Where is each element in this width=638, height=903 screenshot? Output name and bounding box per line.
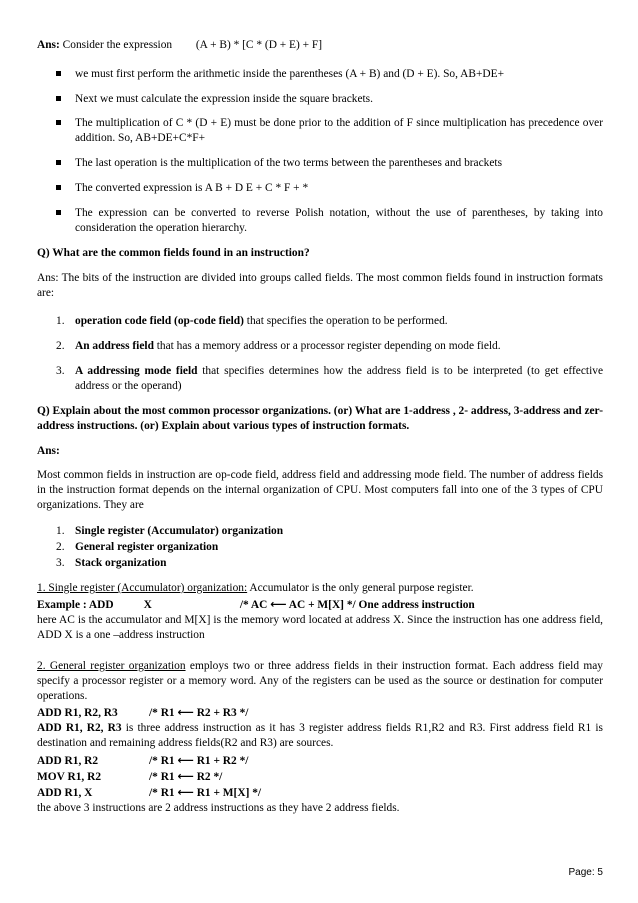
instruction-example: ADD R1, R2 /* R1 ⟵ R1 + R2 */ [37, 753, 249, 767]
numbered-item: 2. General register organization [56, 541, 219, 553]
page-number: Page: 5 [568, 867, 603, 878]
answer-paragraph: Most common fields in instruction are op-code field, address field and addressing mode field. The number of address fields in the instruction format depends on the internal organization of CPU. Most computers fall into one of the 3 types of CPU organizations. They are [37, 469, 603, 511]
question-heading: Q) What are the common fields found in an instruction? [37, 247, 310, 259]
left-arrow-icon: ⟵ [177, 785, 194, 799]
instruction-example: Example : ADD X /* AC ⟵ AC + M[X] */ One address instruction [37, 597, 475, 611]
left-arrow-icon: ⟵ [177, 705, 194, 719]
answer-paragraph: here AC is the accumulator and M[X] is the memory word located at address X. Since the instruction has one address field, ADD X is a one –address instruction [37, 614, 603, 641]
numbered-item: 1. operation code field (op-code field) that specifies the operation to be performed. [56, 315, 448, 327]
instruction-example: ADD R1, R2, R3 /* R1 ⟵ R2 + R3 */ [37, 705, 249, 719]
square-bullet-icon [56, 120, 61, 125]
bullet-item: Next we must calculate the expression inside the square brackets. [56, 92, 603, 107]
instruction-example: ADD R1, X /* R1 ⟵ R1 + M[X] */ [37, 785, 262, 799]
left-arrow-icon: ⟵ [270, 597, 287, 611]
square-bullet-icon [56, 210, 61, 215]
bullet-item: The converted expression is A B + D E + C * F + * [56, 181, 603, 196]
square-bullet-icon [56, 96, 61, 101]
square-bullet-icon [56, 160, 61, 165]
bullet-item: The multiplication of C * (D + E) must be done prior to the addition of F since multiplication has precedence over addition. So, AB+DE+C*F+ [56, 116, 603, 146]
bullet-item: The expression can be converted to reverse Polish notation, without the use of parentheses, by taking into consideration the operation hierarchy. [56, 206, 603, 236]
numbered-item: 3. A addressing mode field that specifies determines how the address field is to be interpreted (to get effective address or the operand) [56, 365, 604, 392]
general-register-section: 2. General register organization employs two or three address fields in their instruction format. Each address field may specify a processor register or a memory word. Any of the registers can be used as the source or destination for computer operations. [37, 660, 604, 702]
answer-paragraph: the above 3 instructions are 2 address instructions as they have 2 address fields. [37, 802, 400, 814]
square-bullet-icon [56, 71, 61, 76]
bullet-item: we must first perform the arithmetic inside the parentheses (A + B) and (D + E). So, AB+DE+ [56, 67, 603, 82]
ans-label: Ans: [37, 39, 60, 51]
left-arrow-icon: ⟵ [177, 769, 194, 783]
answer-paragraph: ADD R1, R2, R3 is three address instruction as it has 3 register address fields R1,R2 and R3. First address field R1 is destination and remaining address fields(R2 and R3) are sources. [37, 722, 603, 749]
answer-intro: Ans: Consider the expression (A + B) * [C * (D + E) + F] [37, 39, 323, 51]
question-heading: Q) Explain about the most common processor organizations. (or) What are 1-address , 2- address, 3-address and zer-address instructions. (or) Explain about various types of instruction formats. [37, 405, 603, 432]
expression: (A + B) * [C * (D + E) + F] [195, 39, 323, 51]
ans-label: Ans: [37, 445, 60, 457]
answer-paragraph: Ans: The bits of the instruction are divided into groups called fields. The most common fields found in instruction formats are: [37, 272, 603, 299]
single-register-section: 1. Single register (Accumulator) organization: Accumulator is the only general purpose register. [37, 582, 474, 594]
numbered-item: 3. Stack organization [56, 557, 167, 569]
instruction-example: MOV R1, R2 /* R1 ⟵ R2 */ [37, 769, 223, 783]
numbered-item: 1. Single register (Accumulator) organization [56, 525, 284, 537]
square-bullet-icon [56, 185, 61, 190]
bullet-item: The last operation is the multiplication of the two terms between the parentheses and brackets [56, 156, 603, 171]
left-arrow-icon: ⟵ [177, 753, 194, 767]
numbered-item: 2. An address field that has a memory address or a processor register depending on mode field. [56, 340, 501, 352]
